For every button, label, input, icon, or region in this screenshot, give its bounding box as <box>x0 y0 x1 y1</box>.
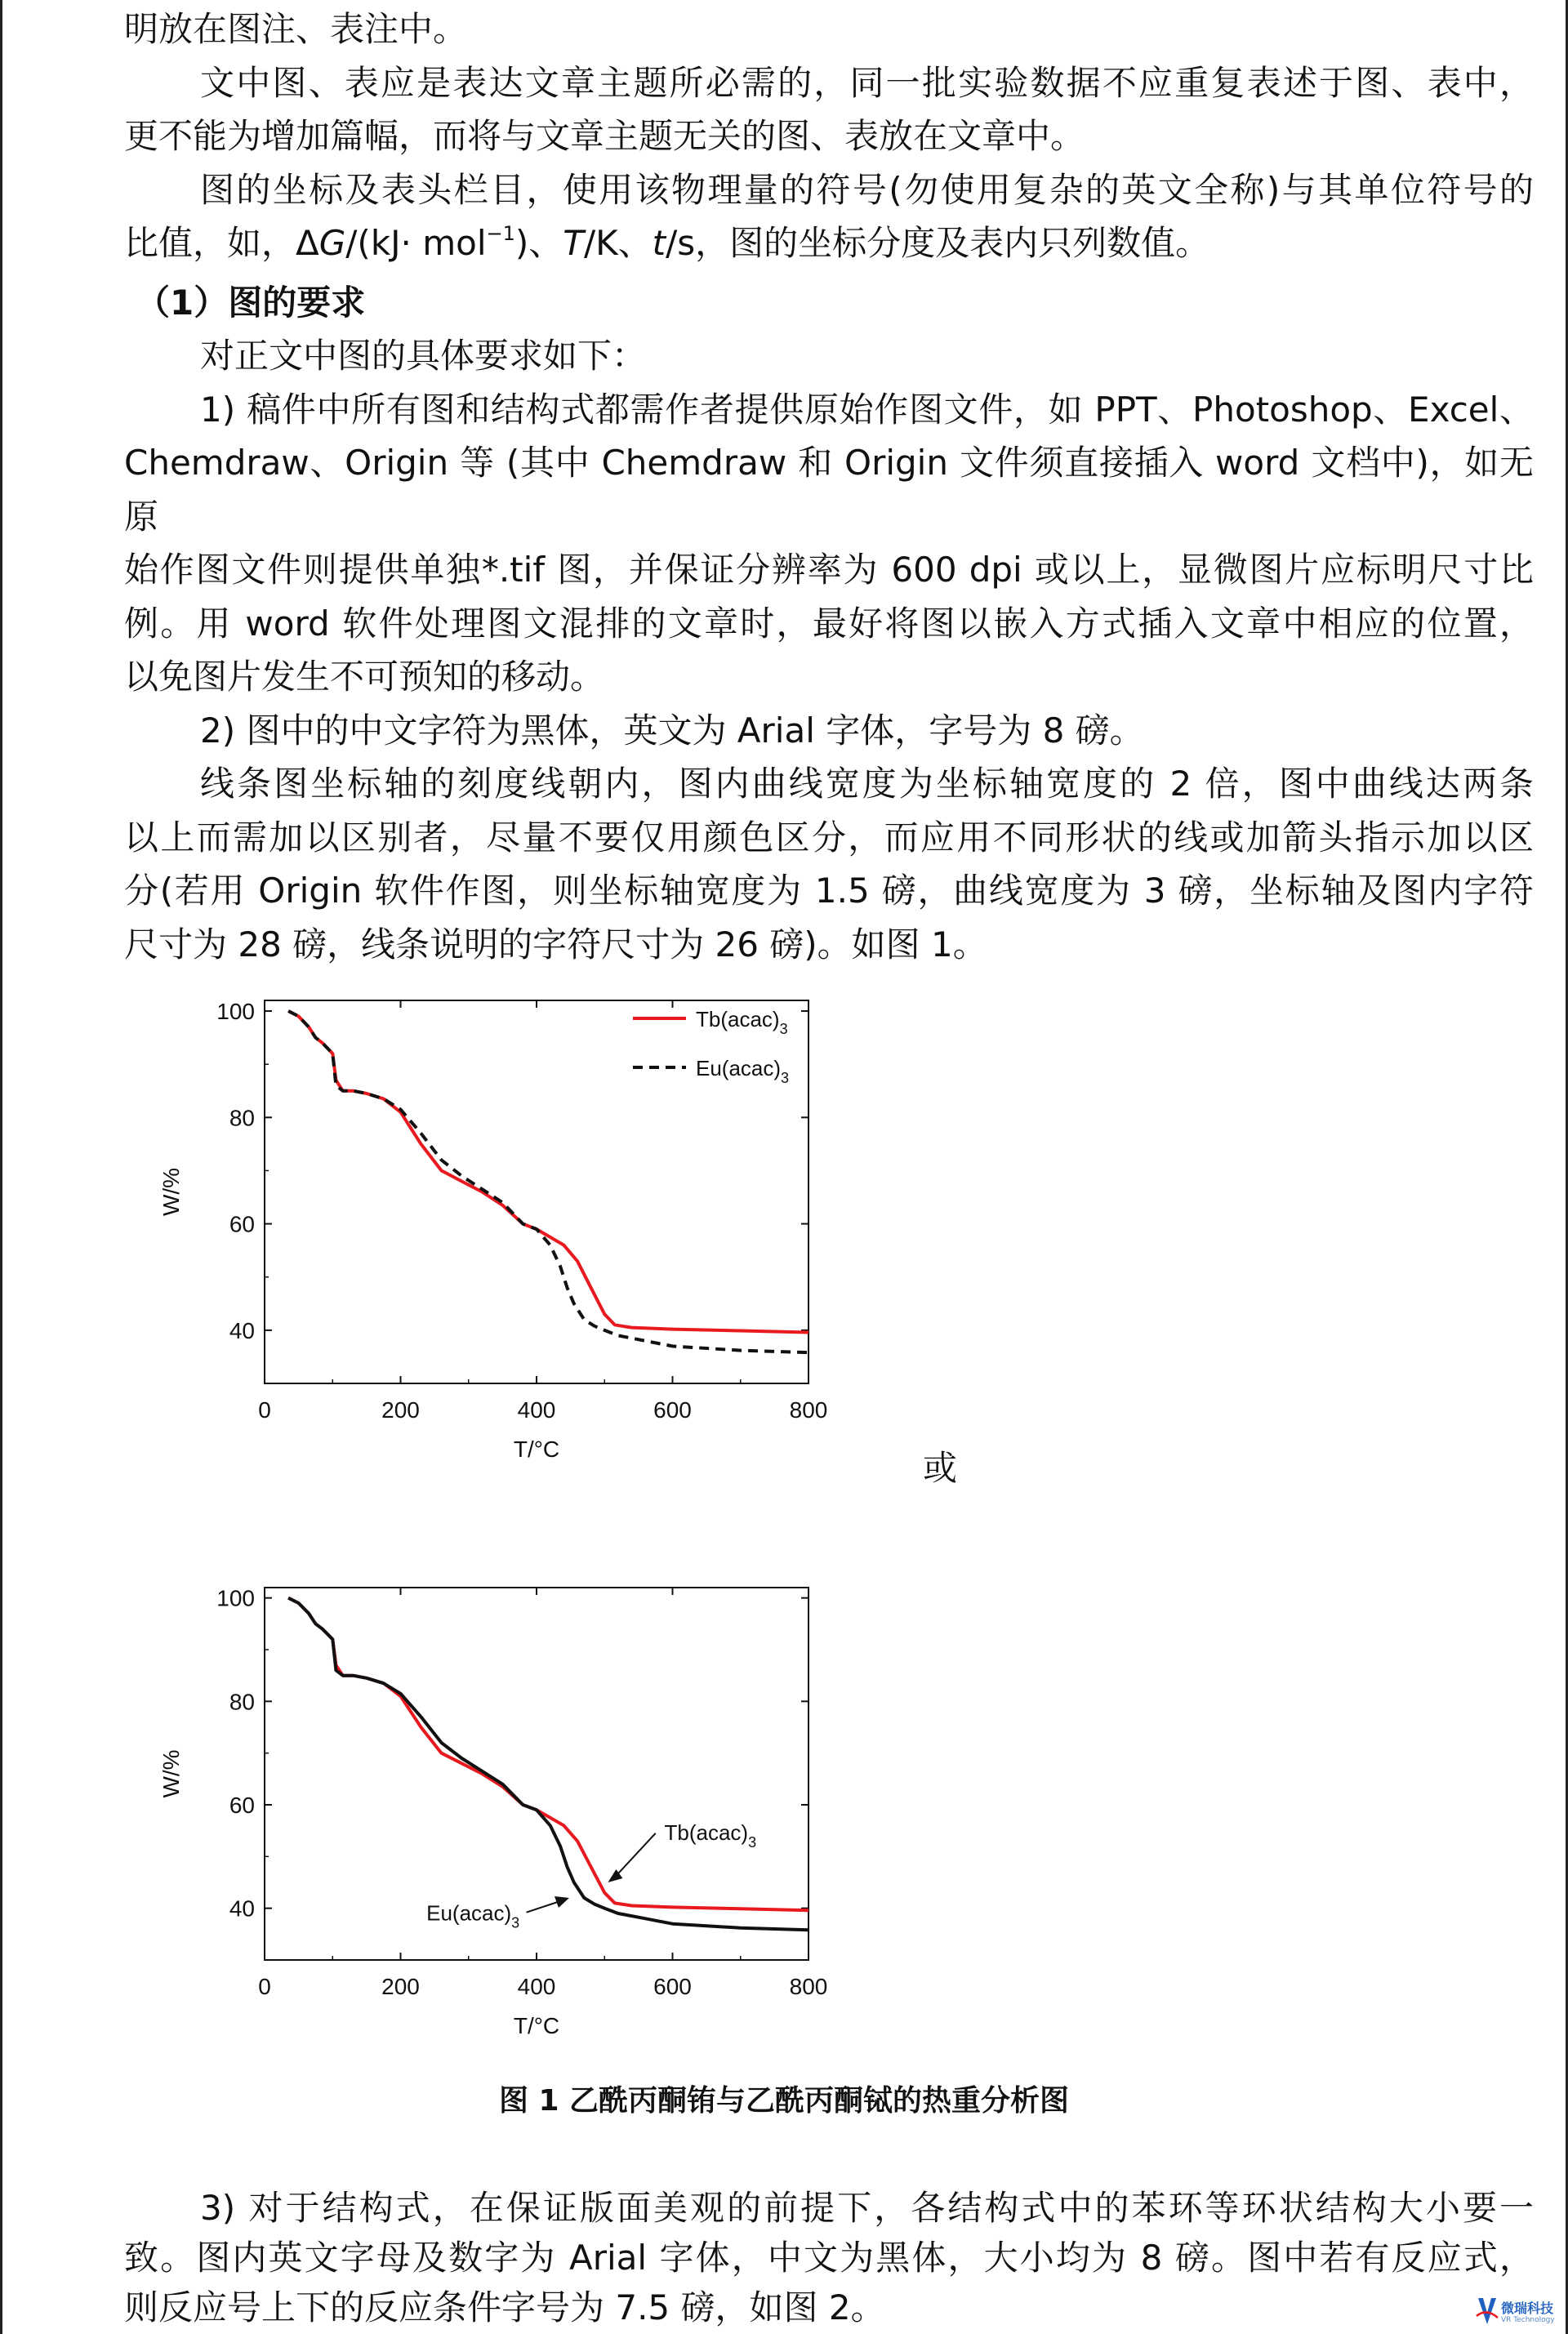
para-8-line-2: 致。图内英文字母及数字为 Arial 字体，中文为黑体，大小均为 8 磅。图中若有反应式， <box>124 2238 1534 2278</box>
y-tick-label: 80 <box>229 1105 255 1131</box>
y-tick-label: 40 <box>229 1317 255 1343</box>
para-7-line-2: 以上而需加以区别者，尽量不要仅用颜色区分，而应用不同形状的线或加箭头指示加以区 <box>124 817 1534 857</box>
x-tick-label: 600 <box>653 1974 692 1999</box>
para-3-line-2 <box>124 216 1534 276</box>
figure-caption: 图 1 乙酰丙酮铕与乙酰丙酮铽的热重分析图 <box>498 2084 1070 2118</box>
para-8-line-3: 则反应号上下的反应条件字号为 7.5 磅，如图 2。 <box>124 2287 885 2327</box>
para-5-line-2: Chemdraw、Origin 等 (其中 Chemdraw 和 Origin 文件须直接插入 word 文档中)，如无原 <box>124 443 1534 537</box>
symbol-t-upper: T <box>563 223 584 263</box>
para-3-text-e: /s，图的坐标分度及表内只列数值。 <box>666 223 1210 263</box>
para-3-text-a: 比值，如，Δ <box>124 223 319 263</box>
para-2-line-2: 更不能为增加篇幅，而将与文章主题无关的图、表放在文章中。 <box>124 116 1085 156</box>
y-axis-label: W/% <box>158 1749 184 1798</box>
annotation-arrow-tb <box>614 1833 655 1877</box>
x-tick-label: 0 <box>258 1397 271 1423</box>
y-tick-label: 60 <box>229 1211 255 1237</box>
company-logo <box>1475 2293 1565 2332</box>
para-3-text-d: /K、 <box>583 223 653 263</box>
symbol-g: G <box>318 223 346 263</box>
series-line-eu <box>288 1598 808 1931</box>
para-7-line-3: 分(若用 Origin 软件作图，则坐标轴宽度为 1.5 磅，曲线宽度为 3 磅，坐标轴及图内字符 <box>124 871 1534 911</box>
body-text-bottom <box>124 2183 1534 2332</box>
y-tick-label: 60 <box>229 1793 255 1818</box>
line-continuation: 明放在图注、表注中。 <box>124 9 468 49</box>
x-axis-label: T/°C <box>513 2013 560 2038</box>
para-5-line-3: 始作图文件则提供单独*.tif 图，并保证分辨率为 600 dpi 或以上，显微图片应标明尺寸比 <box>124 550 1534 590</box>
x-tick-label: 800 <box>789 1397 828 1423</box>
symbol-t-lower: t <box>652 223 666 263</box>
para-4: 对正文中图的具体要求如下： <box>200 336 647 376</box>
x-tick-label: 400 <box>517 1974 556 1999</box>
body-text-top <box>124 2 1534 971</box>
y-tick-label: 80 <box>229 1689 255 1715</box>
page-left-border <box>0 0 2 2334</box>
para-6: 2) 图中的中文字符为黑体，英文为 Arial 字体，字号为 8 磅。 <box>200 710 1144 751</box>
x-axis-label: T/°C <box>513 1436 560 1462</box>
para-7-line-1: 线条图坐标轴的刻度线朝内，图内曲线宽度为坐标轴宽度的 2 倍，图中曲线达两条 <box>200 764 1534 804</box>
para-5-line-5: 以免图片发生不可预知的移动。 <box>124 657 605 697</box>
tga-chart-legend <box>155 955 841 1462</box>
annotation-label-eu: $Eu(acac)_3$ <box>426 1900 520 1931</box>
para-8-line-1: 3) 对于结构式，在保证版面美观的前提下，各结构式中的苯环等环状结构大小要一 <box>200 2188 1534 2228</box>
x-tick-label: 0 <box>258 1974 271 1999</box>
para-5-line-1: 1) 稿件中所有图和结构式都需作者提供原始作图文件，如 PPT、Photoshop、Excel、 <box>200 389 1534 430</box>
or-connector-text: 或 <box>923 1448 958 1488</box>
superscript-minus-one: −1 <box>486 222 515 245</box>
para-5-line-4: 例。用 word 软件处理图文混排的文章时，最好将图以嵌入方式插入文章中相应的位置， <box>124 603 1534 644</box>
plot-frame <box>265 1588 808 1960</box>
y-tick-label: 100 <box>216 1585 255 1611</box>
series-line-tb <box>288 1598 808 1911</box>
para-3-text-c: )、 <box>514 223 564 263</box>
para-2-line-1: 文中图、表应是表达文章主题所必需的，同一批实验数据不应重复表述于图、表中， <box>200 62 1534 103</box>
logo-mark-icon <box>1475 2293 1499 2329</box>
y-tick-label: 100 <box>216 999 255 1025</box>
y-axis-label: W/% <box>158 1167 184 1217</box>
para-7-line-4: 尺寸为 28 磅，线条说明的字符尺寸为 26 磅)。如图 1。 <box>124 924 987 964</box>
x-tick-label: 600 <box>653 1397 692 1423</box>
arrow-head-eu <box>555 1896 569 1908</box>
legend-label-eu: $Eu(acac)_3$ <box>696 1056 790 1086</box>
tga-chart-arrows <box>155 1552 841 2050</box>
x-tick-label: 200 <box>381 1974 420 1999</box>
annotation-label-tb: $Tb(acac)_3$ <box>664 1820 757 1851</box>
para-3-text-b: /(kJ· mol <box>345 223 487 263</box>
x-tick-label: 400 <box>517 1397 556 1423</box>
legend-label-tb: $Tb(acac)_3$ <box>696 1007 788 1037</box>
logo-subtitle: VR Technology <box>1501 2316 1555 2324</box>
section-heading: （1）图的要求 <box>136 282 366 323</box>
y-tick-label: 40 <box>229 1895 255 1922</box>
x-tick-label: 200 <box>381 1397 420 1423</box>
logo-name: 微瑞科技 <box>1501 2301 1554 2316</box>
x-tick-label: 800 <box>789 1974 828 1999</box>
para-3-line-1: 图的坐标及表头栏目，使用该物理量的符号(勿使用复杂的英文全称)与其单位符号的 <box>200 169 1534 210</box>
